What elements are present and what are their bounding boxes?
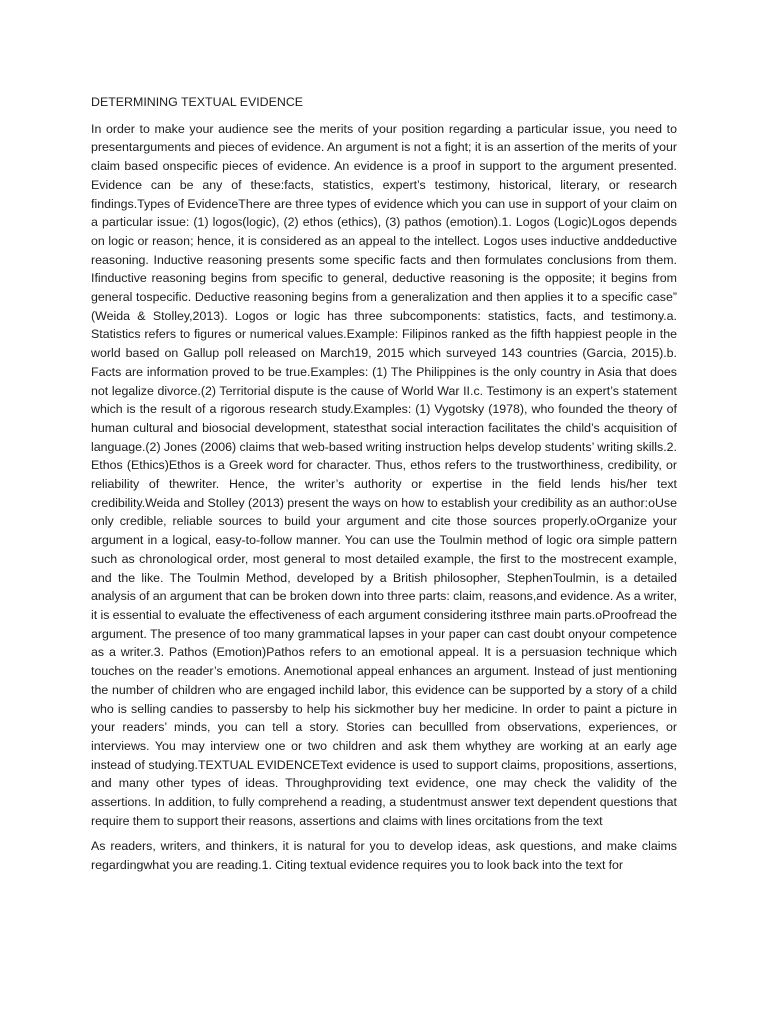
document-body — [91, 93, 677, 882]
paragraph-citing-textual-evidence: As readers, writers, and thinkers, it is natural for you to develop ideas, ask questions, and make claims regardingwhat you are reading.1. Citing textual evidence requires you to look back into the text for — [91, 839, 677, 873]
document-title: DETERMINING TEXTUAL EVIDENCE — [91, 95, 304, 109]
paragraph-types-of-evidence: In order to make your audience see the merits of your position regarding a particular issue, you need to presentarguments and pieces of evidence. An argument is not a fight; it is an assertion of the merits of your claim based onspecific pieces of evidence. An evidence is a proof in support to the argument presented. Evidence can be any of these:facts, statistics, expert’s testimony, historical, literary, or research findings.Types of EvidenceThere are three types of evidence which you can use in support of your claim on a particular issue: (1) logos(logic), (2) ethos (ethics), (3) pathos (emotion).1. Logos (Logic)Logos depends on logic or reason; hence, it is considered as an appeal to the intellect. Logos uses inductive anddeductive reasoning. Inductive reasoning presents some specific facts and then formulates conclusions from them. Ifinductive reasoning begins from specific to general, deductive reasoning is the opposite; it begins from general tospecific. Deductive reasoning begins from a generalization and then applies it to a specific case” (Weida & Stolley,2013). Logos or logic has three subcomponents: statistics, facts, and testimony.a. Statistics refers to figures or numerical values.Example: Filipinos ranked as the fifth happiest people in the world based on Gallup poll released on March19, 2015 which surveyed 143 countries (Garcia, 2015).b. Facts are information proved to be true.Examples: (1) The Philippines is the only country in Asia that does not legalize divorce.(2) Territorial dispute is the cause of World War II.c. Testimony is an expert’s statement which is the result of a rigorous research study.Examples: (1) Vygotsky (1978), who founded the theory of human cultural and biosocial development, statesthat social interaction facilitates the child’s acquisition of language.(2) Jones (2006) claims that web-based writing instruction helps develop students’ writing skills.2. Ethos (Ethics)Ethos is a Greek word for character. Thus, ethos refers to the trustworthiness, credibility, or reliability of thewriter. Hence, the writer’s authority or expertise in the field lends his/her text credibility.Weida and Stolley (2013) present the ways on how to establish your credibility as an author:oUse only credible, reliable sources to build your argument and cite those sources properly.oOrganize your argument in a logical, easy-to-follow manner. You can use the Toulmin method of logic ora simple pattern such as chronological order, most general to most detailed example, the first to the mostrecent example, and the like. The Toulmin Method, developed by a British philosopher, StephenToulmin, is a detailed analysis of an argument that can be broken down into three parts: claim, reasons,and evidence. As a writer, it is essential to evaluate the effectiveness of each argument considering itsthree main parts.oProofread the argument. The presence of too many grammatical lapses in your paper can cast doubt onyour competence as a writer.3. Pathos (Emotion)Pathos refers to an emotional appeal. It is a persuasion technique which touches on the reader’s emotions. Anemotional appeal enhances an argument. Instead of just mentioning the number of children who are engaged inchild labor, this evidence can be supported by a story of a child who is selling candies to passersby to help his sickmother buy her medicine. In order to paint a picture in your readers’ minds, you can tell a story. Stories can becullled from observations, experiences, or interviews. You may interview one or two children and ask them whythey are working at an early age instead of studying.TEXTUAL EVIDENCEText evidence is used to support claims, propositions, assertions, and many other types of ideas. Throughproviding text evidence, one may check the validity of the assertions. In addition, to fully comprehend a reading, a studentmust answer text dependent questions that require them to support their reasons, assertions and claims with lines orcitations from the text — [91, 121, 677, 828]
